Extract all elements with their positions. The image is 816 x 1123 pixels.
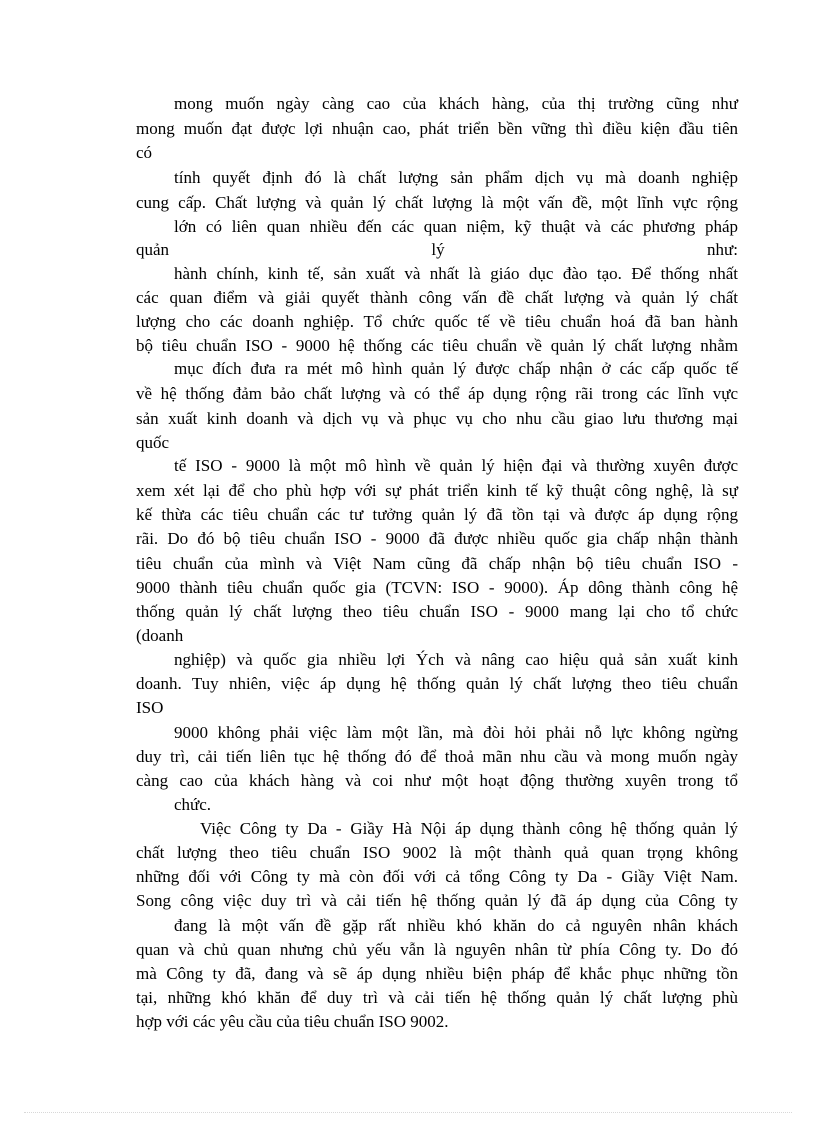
text-line: ISO: [136, 698, 164, 717]
text-line: tính quyết định đó là chất lượng sản phẩm dịch vụ mà doanh nghiệp: [174, 168, 738, 187]
text-line: có: [136, 143, 153, 162]
text-line: chức.: [174, 795, 212, 814]
text-line: đang là một vấn đề gặp rất nhiều khó khăn do cả nguyên nhân khách: [174, 916, 738, 935]
text-line: những đối với Công ty mà còn đối với cả tổng Công ty Da - Giầy Việt Nam.: [136, 867, 738, 886]
text-line: càng cao của khách hàng và coi như một hoạt động thường xuyên trong tổ: [136, 771, 738, 790]
text-line: duy trì, cải tiến liên tục hệ thống đó để thoả mãn nhu cầu và mong muốn ngày: [136, 747, 738, 766]
text-line: chất lượng theo tiêu chuẩn ISO 9002 là một thành quả quan trọng không: [136, 843, 738, 862]
text-line: quốc: [136, 433, 170, 452]
text-line: lượng cho các doanh nghiệp. Tổ chức quốc tế về tiêu chuẩn hoá đã ban hành: [136, 312, 738, 331]
text-line: kế thừa các tiêu chuẩn các tư tưởng quản lý đã tồn tại và được áp dụng rộng: [136, 505, 738, 524]
page-bottom-divider: [24, 1112, 792, 1113]
text-line: Việc Công ty Da - Giầy Hà Nội áp dụng thành công hệ thống quản lý: [200, 819, 738, 838]
text-line: về hệ thống đảm bảo chất lượng và có thể áp dụng rộng rãi trong các lĩnh vực: [136, 384, 738, 403]
text-line: mục đích đưa ra mét mô hình quản lý được chấp nhận ở các cấp quốc tế: [174, 359, 738, 378]
text-line: Song công việc duy trì và cải tiến hệ thống quản lý đã áp dụng của Công ty: [136, 891, 738, 910]
text-line: rãi. Do đó bộ tiêu chuẩn ISO - 9000 đã được nhiều quốc gia chấp nhận thành: [136, 529, 738, 548]
text-line: mong muốn ngày càng cao của khách hàng, của thị trường cũng như: [174, 94, 738, 113]
text-line: hành chính, kinh tế, sản xuất và nhất là giáo dục đào tạo. Để thống nhất: [174, 264, 738, 283]
text-line: nghiệp) và quốc gia nhiều lợi Ých và nâng cao hiệu quả sản xuất kinh: [174, 650, 738, 669]
text-line: lớn có liên quan nhiều đến các quan niệm, kỹ thuật và các phương pháp: [174, 217, 738, 236]
text-line: mong muốn đạt được lợi nhuận cao, phát triển bền vững thì điều kiện đầu tiên: [136, 119, 738, 138]
text-line: tại, những khó khăn để duy trì và cải tiến hệ thống quản lý chất lượng phù: [136, 988, 738, 1007]
text-line: bộ tiêu chuẩn ISO - 9000 hệ thống các tiêu chuẩn về quản lý chất lượng nhằm: [136, 336, 738, 355]
text-line: 9000 thành tiêu chuẩn quốc gia (TCVN: ISO - 9000). Áp dông thành công hệ: [136, 578, 738, 597]
text-line: doanh. Tuy nhiên, việc áp dụng hệ thống quản lý chất lượng theo tiêu chuẩn: [136, 674, 738, 693]
text-line: xem xét lại để cho phù hợp với sự phát triển kinh tế kỹ thuật công nghệ, là sự: [136, 481, 738, 500]
text-line: cung cấp. Chất lượng và quản lý chất lượng là một vấn đề, một lĩnh vực rộng: [136, 193, 738, 212]
text-line: quan và chủ quan nhưng chủ yếu vẫn là nguyên nhân từ phía Công ty. Do đó: [136, 940, 738, 959]
text-line: các quan điểm và giải quyết thành công vấn đề chất lượng và quản lý chất: [136, 288, 738, 307]
text-line: mà Công ty đã, đang và sẽ áp dụng nhiều biện pháp để khắc phục những tồn: [136, 964, 738, 983]
text-line: thống quản lý chất lượng theo tiêu chuẩn ISO - 9000 mang lại cho tổ chức: [136, 602, 738, 621]
text-line: hợp với các yêu cầu của tiêu chuẩn ISO 9002.: [136, 1012, 449, 1031]
text-line: (doanh: [136, 626, 184, 645]
text-line: tế ISO - 9000 là một mô hình về quản lý hiện đại và thường xuyên được: [174, 456, 738, 475]
text-line: quản lý như:: [136, 240, 738, 259]
text-line: 9000 không phải việc làm một lần, mà đòi hỏi phải nỗ lực không ngừng: [174, 723, 738, 742]
text-line: sản xuất kinh doanh và dịch vụ và phục vụ cho nhu cầu giao lưu thương mại: [136, 409, 738, 428]
text-line: tiêu chuẩn của mình và Việt Nam cũng đã chấp nhận bộ tiêu chuẩn ISO -: [136, 554, 738, 573]
